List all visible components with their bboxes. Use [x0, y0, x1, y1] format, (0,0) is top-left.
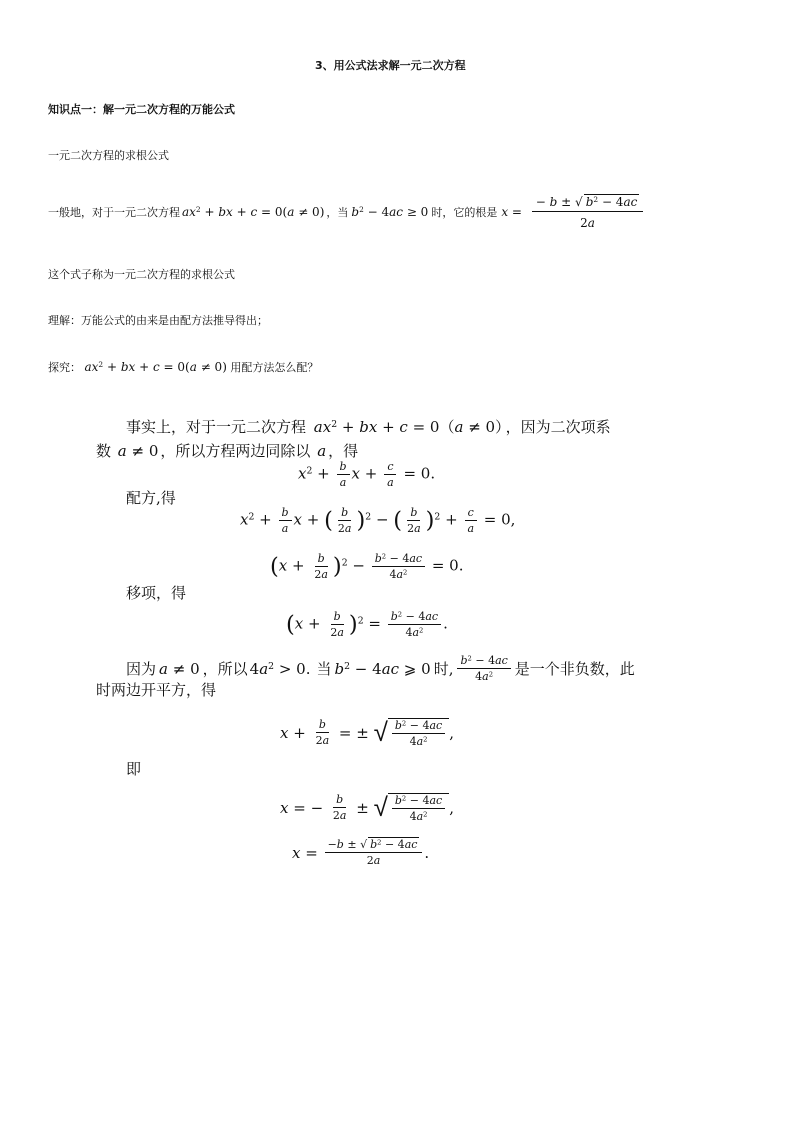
condition-lead: ，当	[326, 206, 349, 219]
step-complete-square: 配方,得	[126, 489, 176, 507]
general-formula-line	[48, 190, 645, 234]
explore-equation: $ax^2$ + bx + c = 0(a ≠ 0)	[84, 359, 227, 374]
general-condition: $b^2 - 4ac \ge 0$	[351, 204, 429, 219]
step-move-term: 移项，得	[126, 584, 187, 602]
general-lead: 一般地，对于一元二次方程	[48, 206, 180, 219]
equation-moved: (x + $\frac{b}{2a}$ )$^2$ = $\frac{b^2 - 4ac}{4a^2}$ .	[286, 610, 448, 639]
derivation-line-2: 数 a ≠ 0 ，所以方程两边同除以 a ，得	[96, 442, 359, 460]
derivation-line-1: 事实上，对于一元二次方程 $ax^2$ + bx + c = 0（a ≠ 0） ，因为二次项系	[126, 418, 611, 436]
derivation-text: ，得	[328, 442, 359, 460]
equation-square-form: (x + $\frac{b}{2a}$ )$^2$ − $\frac{b^2 - 4ac}{4a^2}$ = 0.	[270, 552, 464, 581]
subheading: 一元二次方程的求根公式	[48, 149, 169, 162]
derivation-text: ，所以	[202, 660, 248, 678]
step-that-is: 即	[126, 760, 142, 778]
equation-solution-split: x = − $\frac{b}{2a}$ ± √ $\frac{b^2 - 4ac}{4a^2}$ ,	[280, 793, 454, 823]
derivation-line-3: 因为 a ≠ 0 ，所以 $4a^2 > 0$. 当 $b^2 - 4ac$ ⩾ 0 时, $\frac{b^2 - 4ac}{4a^2}$ 是一个非负数，此	[126, 654, 635, 683]
derivation-line-4: 时两边开平方，得	[96, 681, 217, 699]
explore-tail: 用配方法怎么配？	[230, 361, 319, 374]
roots-lead: 时，它的根是	[431, 206, 498, 219]
equation-square-root: x + $\frac{b}{2a}$ = ± √ $\frac{b^2 - 4ac}{4a^2}$ ,	[280, 718, 454, 748]
derivation-text: ，所以方程两边同除以	[160, 442, 311, 460]
derivation-text: ，因为二次项系	[505, 418, 611, 436]
understanding-note: 理解：万能公式的由来是由配方法推导得出；	[48, 314, 268, 327]
derivation-text: 事实上，对于一元二次方程	[126, 418, 307, 436]
derivation-text: 当	[316, 660, 332, 678]
equation-divided: $x^2$ + $\frac{b}{a}$ x + $\frac{c}{a}$ = 0.	[298, 460, 436, 489]
derivation-text: 时,	[433, 660, 454, 678]
derivation-text: 数	[96, 442, 112, 460]
root-formula: x = $\frac{- b \pm √ b^2 - 4ac}{2a}$	[501, 195, 645, 230]
equation-complete-square: $x^2$ + $\frac{b}{a}$ x + ( $\frac{b}{2a}$ )$^2$ − ( $\frac{b}{2a}$ )$^2$ + $\frac{c}{a}$ = 0,	[240, 506, 516, 535]
explore-line	[48, 359, 318, 375]
equation-root-formula-final: x = $\frac{-b \pm √ b^2 - 4ac}{2a}$ .	[292, 838, 430, 867]
general-equation: $ax^2$ + bx + c = 0(a ≠ 0)	[182, 204, 325, 219]
explore-lead: 探究：	[48, 361, 81, 374]
formula-naming: 这个式子称为一元二次方程的求根公式	[48, 268, 235, 281]
derivation-text: 因为	[126, 660, 157, 678]
derivation-text: 是一个非负数，此	[514, 660, 635, 678]
section-heading: 知识点一：解一元二次方程的万能公式	[48, 103, 235, 116]
page-title: 3、用公式法求解一元二次方程	[315, 59, 466, 72]
